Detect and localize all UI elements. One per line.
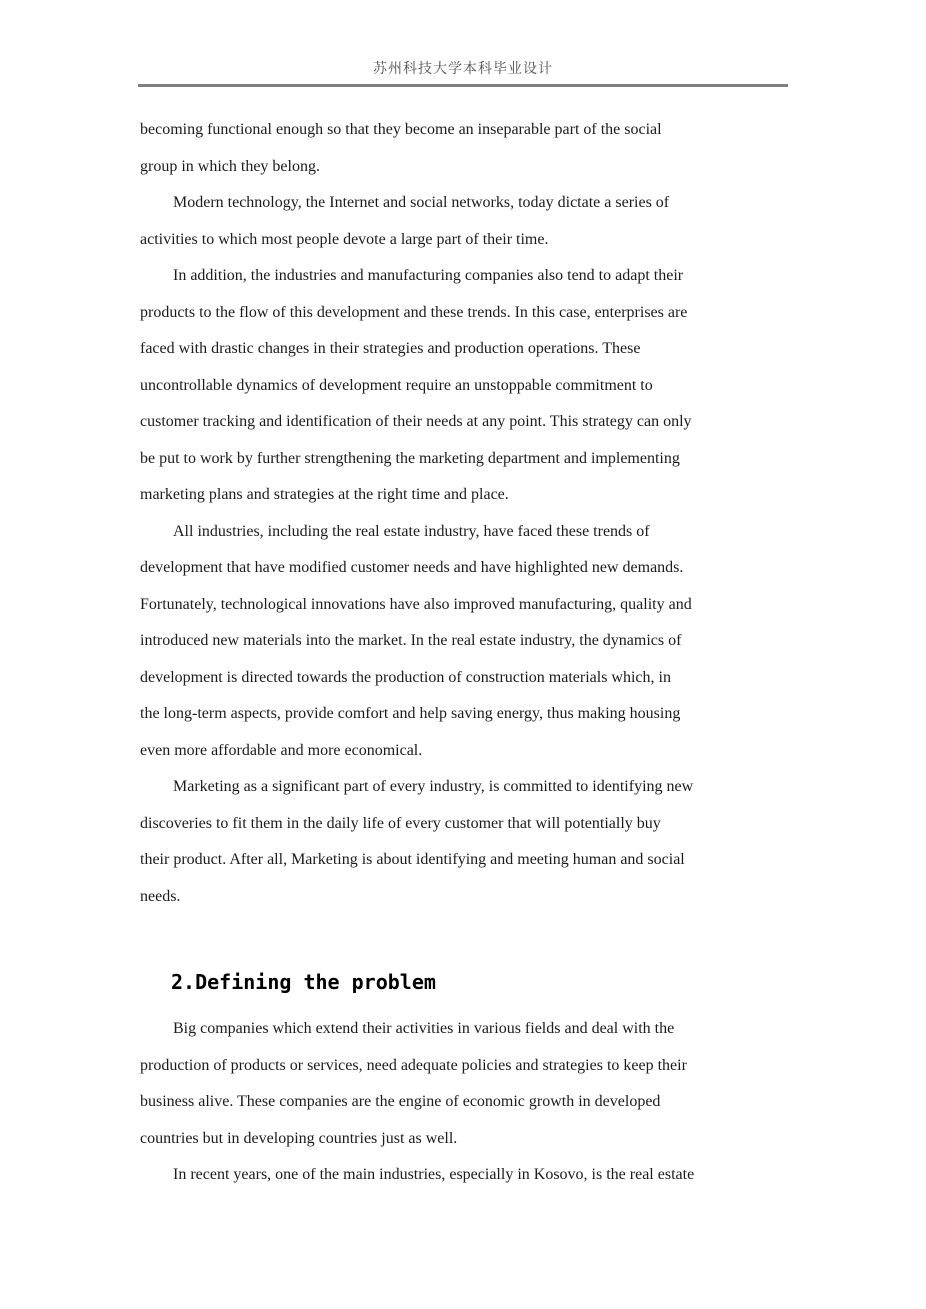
text-line: the long-term aspects, provide comfort and help saving energy, thus making housing	[140, 705, 681, 722]
text-line: development is directed towards the production of construction materials which, in	[140, 668, 671, 686]
text-line: discoveries to fit them in the daily life of every customer that will potentially buy	[140, 814, 661, 832]
header-rule	[138, 84, 788, 87]
text-line: faced with drastic changes in their strategies and production operations. These	[140, 340, 641, 357]
text-line: Fortunately, technological innovations have also improved manufacturing, quality and	[140, 595, 692, 613]
paragraph	[140, 112, 800, 185]
paragraph	[140, 1011, 800, 1157]
document-body	[140, 112, 800, 1194]
page-header-title: 苏州科技大学本科毕业设计	[373, 62, 553, 77]
text-line: uncontrollable dynamics of development require an unstoppable commitment to	[140, 376, 653, 394]
text-line: development that have modified customer needs and have highlighted new demands.	[140, 559, 684, 576]
paragraph	[140, 514, 800, 770]
text-line: be put to work by further strengthening the marketing department and implementing	[140, 449, 680, 467]
text-line: needs.	[140, 887, 181, 905]
text-line: Modern technology, the Internet and social networks, today dictate a series of	[173, 194, 670, 211]
text-line: production of products or services, need adequate policies and strategies to keep their	[140, 1056, 687, 1074]
text-line: even more affordable and more economical.	[140, 741, 423, 759]
paragraph	[140, 185, 800, 258]
paragraph	[140, 769, 800, 915]
paragraph	[140, 1157, 800, 1194]
section-heading: 2.Defining the problem	[171, 970, 436, 994]
text-line: All industries, including the real estate industry, have faced these trends of	[173, 522, 650, 540]
text-line: introduced new materials into the market. In the real estate industry, the dynamics of	[140, 632, 682, 649]
text-line: Big companies which extend their activities in various fields and deal with the	[173, 1020, 675, 1037]
text-line: activities to which most people devote a large part of their time.	[140, 230, 549, 248]
text-line: Marketing as a significant part of every industry, is committed to identifying new	[173, 778, 694, 795]
text-line: customer tracking and identification of their needs at any point. This strategy can only	[140, 413, 692, 430]
text-line: countries but in developing countries just as well.	[140, 1129, 458, 1147]
text-line: products to the flow of this development and these trends. In this case, enterprises are	[140, 303, 688, 321]
text-line: group in which they belong.	[140, 157, 320, 175]
text-line: In recent years, one of the main industries, especially in Kosovo, is the real estate	[173, 1166, 695, 1183]
paragraph	[140, 258, 800, 514]
text-line: business alive. These companies are the engine of economic growth in developed	[140, 1093, 661, 1110]
text-line: becoming functional enough so that they become an inseparable part of the social	[140, 121, 662, 138]
text-line: In addition, the industries and manufacturing companies also tend to adapt their	[173, 267, 684, 284]
text-line: their product. After all, Marketing is about identifying and meeting human and social	[140, 851, 685, 868]
page-header	[138, 0, 788, 87]
text-line: marketing plans and strategies at the right time and place.	[140, 486, 509, 503]
